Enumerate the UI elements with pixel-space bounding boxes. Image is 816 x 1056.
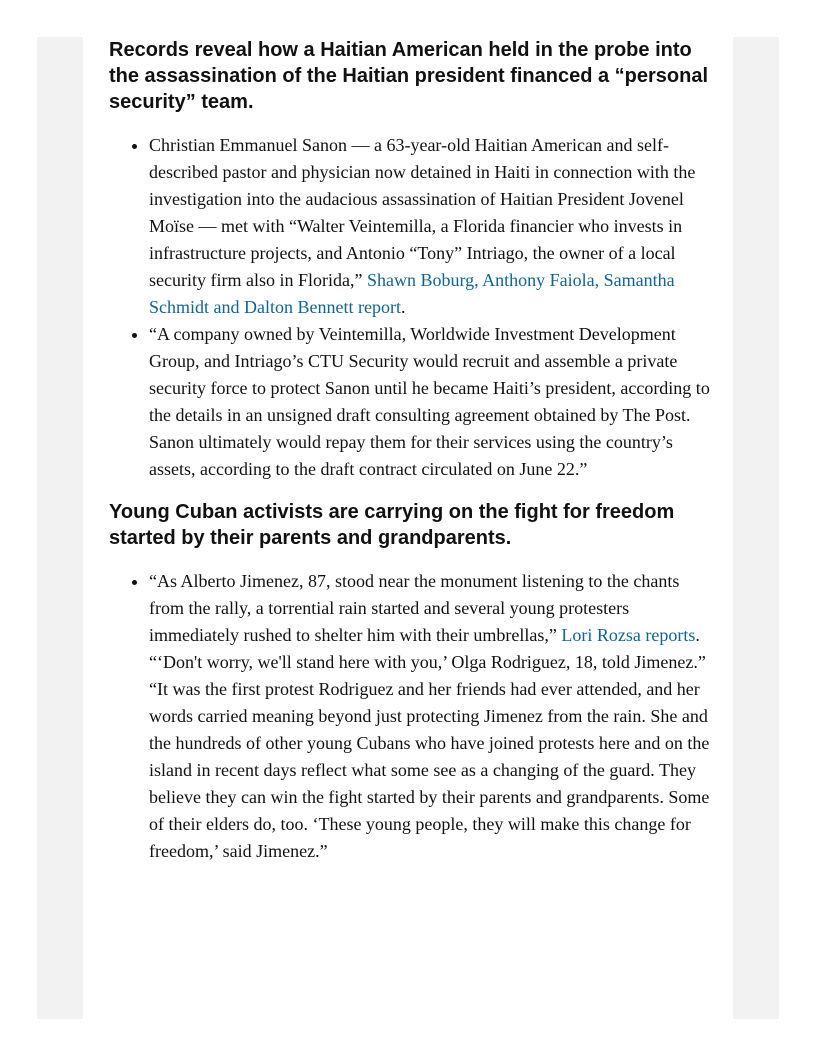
bullet-list (109, 132, 714, 483)
list-item (149, 321, 714, 483)
section-cuba (109, 499, 714, 865)
list-item (149, 132, 714, 321)
paragraph-text: . (400, 297, 406, 317)
newsletter-content (109, 37, 714, 881)
article-link[interactable]: Shawn Boburg, Anthony Faiola, Samantha Schmidt and Dalton Bennett report (149, 270, 675, 317)
paragraph-text: “A company owned by Veintemilla, Worldwide Investment Development Group, and Intriago’s CTU Security would recruit and assemble a private security force to protect Sanon until he became Haiti’s president, according to the details in an unsigned draft consulting agreement obtained by The Post. Sanon ultimately would repay them for their services using the country’s assets, according to the draft contract circulated on June 22.” (149, 324, 710, 479)
section-haiti (109, 37, 714, 483)
article-link[interactable]: Lori Rozsa reports (561, 625, 696, 645)
paragraph-text: . “‘Don't worry, we'll stand here with you,’ Olga Rodriguez, 18, told Jimenez.” (149, 625, 706, 672)
list-item (149, 568, 714, 865)
paragraph-continuation: “It was the first protest Rodriguez and her friends had ever attended, and her words carried meaning beyond just protecting Jimenez from the rain. She and the hundreds of other young Cubans who have joined protests here and on the island in recent days reflect what some see as a changing of the guard. They believe they can win the fight started by their parents and grandparents. Some of their elders do, too. ‘These young people, they will make this change for freedom,’ said Jimenez.” (149, 679, 710, 861)
section-heading: Young Cuban activists are carrying on the fight for freedom started by their parents and grandparents. (109, 501, 675, 549)
paragraph-text: Christian Emmanuel Sanon — a 63-year-old Haitian American and self-described pastor and physician now detained in Haiti in connection with the investigation into the audacious assassination of Haitian President Jovenel Moïse — met with “Walter Veintemilla, a Florida financier who invests in infrastructure projects, and Antonio “Tony” Intriago, the owner of a local security firm also in Florida,” (149, 135, 696, 290)
paragraph-text: “As Alberto Jimenez, 87, stood near the monument listening to the chants from the rally, a torrential rain started and several young protesters immediately rushed to shelter him with their umbrellas,” (149, 571, 680, 645)
left-margin-panel (37, 37, 83, 1019)
bullet-list (109, 568, 714, 865)
right-margin-panel (733, 37, 779, 1019)
section-heading: Records reveal how a Haitian American held in the probe into the assassination of the Haitian president financed a “personal security” team. (109, 39, 709, 113)
